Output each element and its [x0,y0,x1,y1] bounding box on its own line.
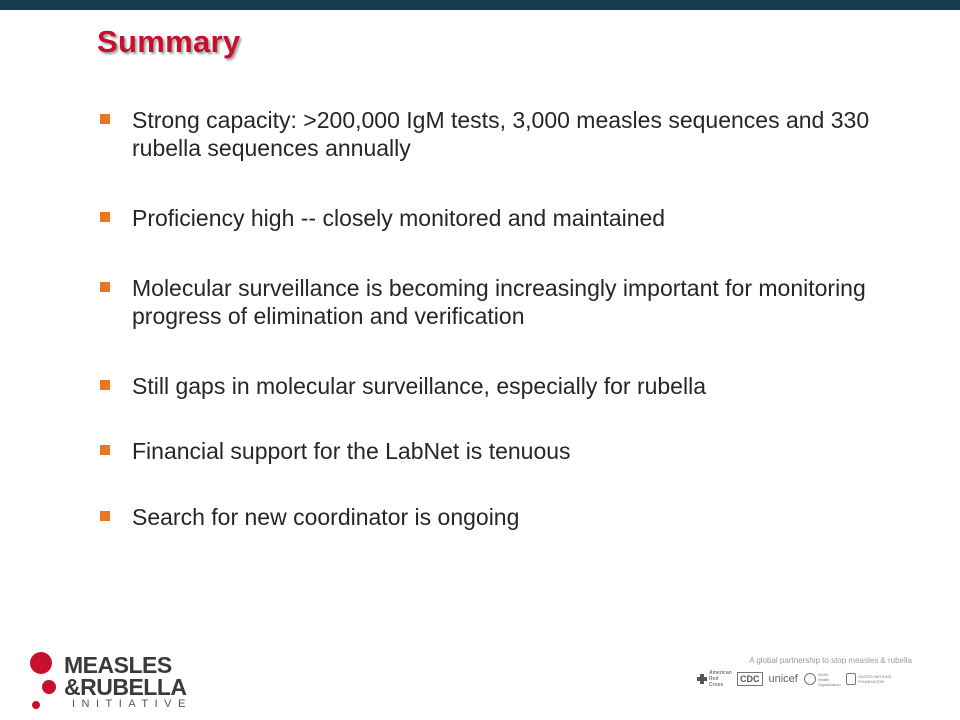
bullet-item [100,372,900,400]
logo-text-measles: MEASLES [64,652,172,678]
square-bullet-icon [100,511,110,521]
bullet-text: Proficiency high -- closely monitored and maintained [132,205,666,231]
partner-redcross-label: American Red Cross [709,670,732,688]
bullet-item [100,503,900,531]
partner-cdc: CDC [737,672,763,686]
un-foundation-icon [846,673,856,685]
bullet-text: Still gaps in molecular surveillance, especially for rubella [132,373,706,399]
partner-logos [697,670,894,688]
square-bullet-icon [100,114,110,124]
partner-un-label: UNITED NATIONS FOUNDATION [857,674,892,684]
square-bullet-icon [100,282,110,292]
measles-rubella-initiative-logo [28,652,198,714]
who-globe-icon [804,673,816,685]
bullet-item [100,106,900,162]
partner-un-foundation [846,673,894,685]
logo-text-initiative: INITIATIVE [72,698,192,710]
partner-redcross [697,670,731,688]
partnership-tagline: A global partnership to stop measles & rubella [749,656,912,665]
square-bullet-icon [100,445,110,455]
slide-title: Summary [97,24,241,59]
bullet-item [100,204,900,232]
bullet-text: Search for new coordinator is ongoing [132,504,520,530]
square-bullet-icon [100,380,110,390]
bullet-text: Molecular surveillance is becoming increasingly important for monitoring progress of elimination and verification [132,275,866,329]
partner-unicef: unicef [768,673,798,685]
square-bullet-icon [100,212,110,222]
bullet-list [100,106,900,531]
bullet-item [100,437,900,465]
bullet-text: Strong capacity: >200,000 IgM tests, 3,000 measles sequences and 330 rubella sequences annually [132,107,870,161]
top-bar [0,0,960,10]
bullet-item [100,274,900,330]
logo-dots-icon [28,652,64,714]
logo-text-rubella: &RUBELLA [64,674,187,700]
partner-who-label: World Health Organization [817,671,841,687]
red-cross-icon [697,674,707,684]
partner-who [804,672,840,687]
bullet-text: Financial support for the LabNet is tenuous [132,438,571,464]
